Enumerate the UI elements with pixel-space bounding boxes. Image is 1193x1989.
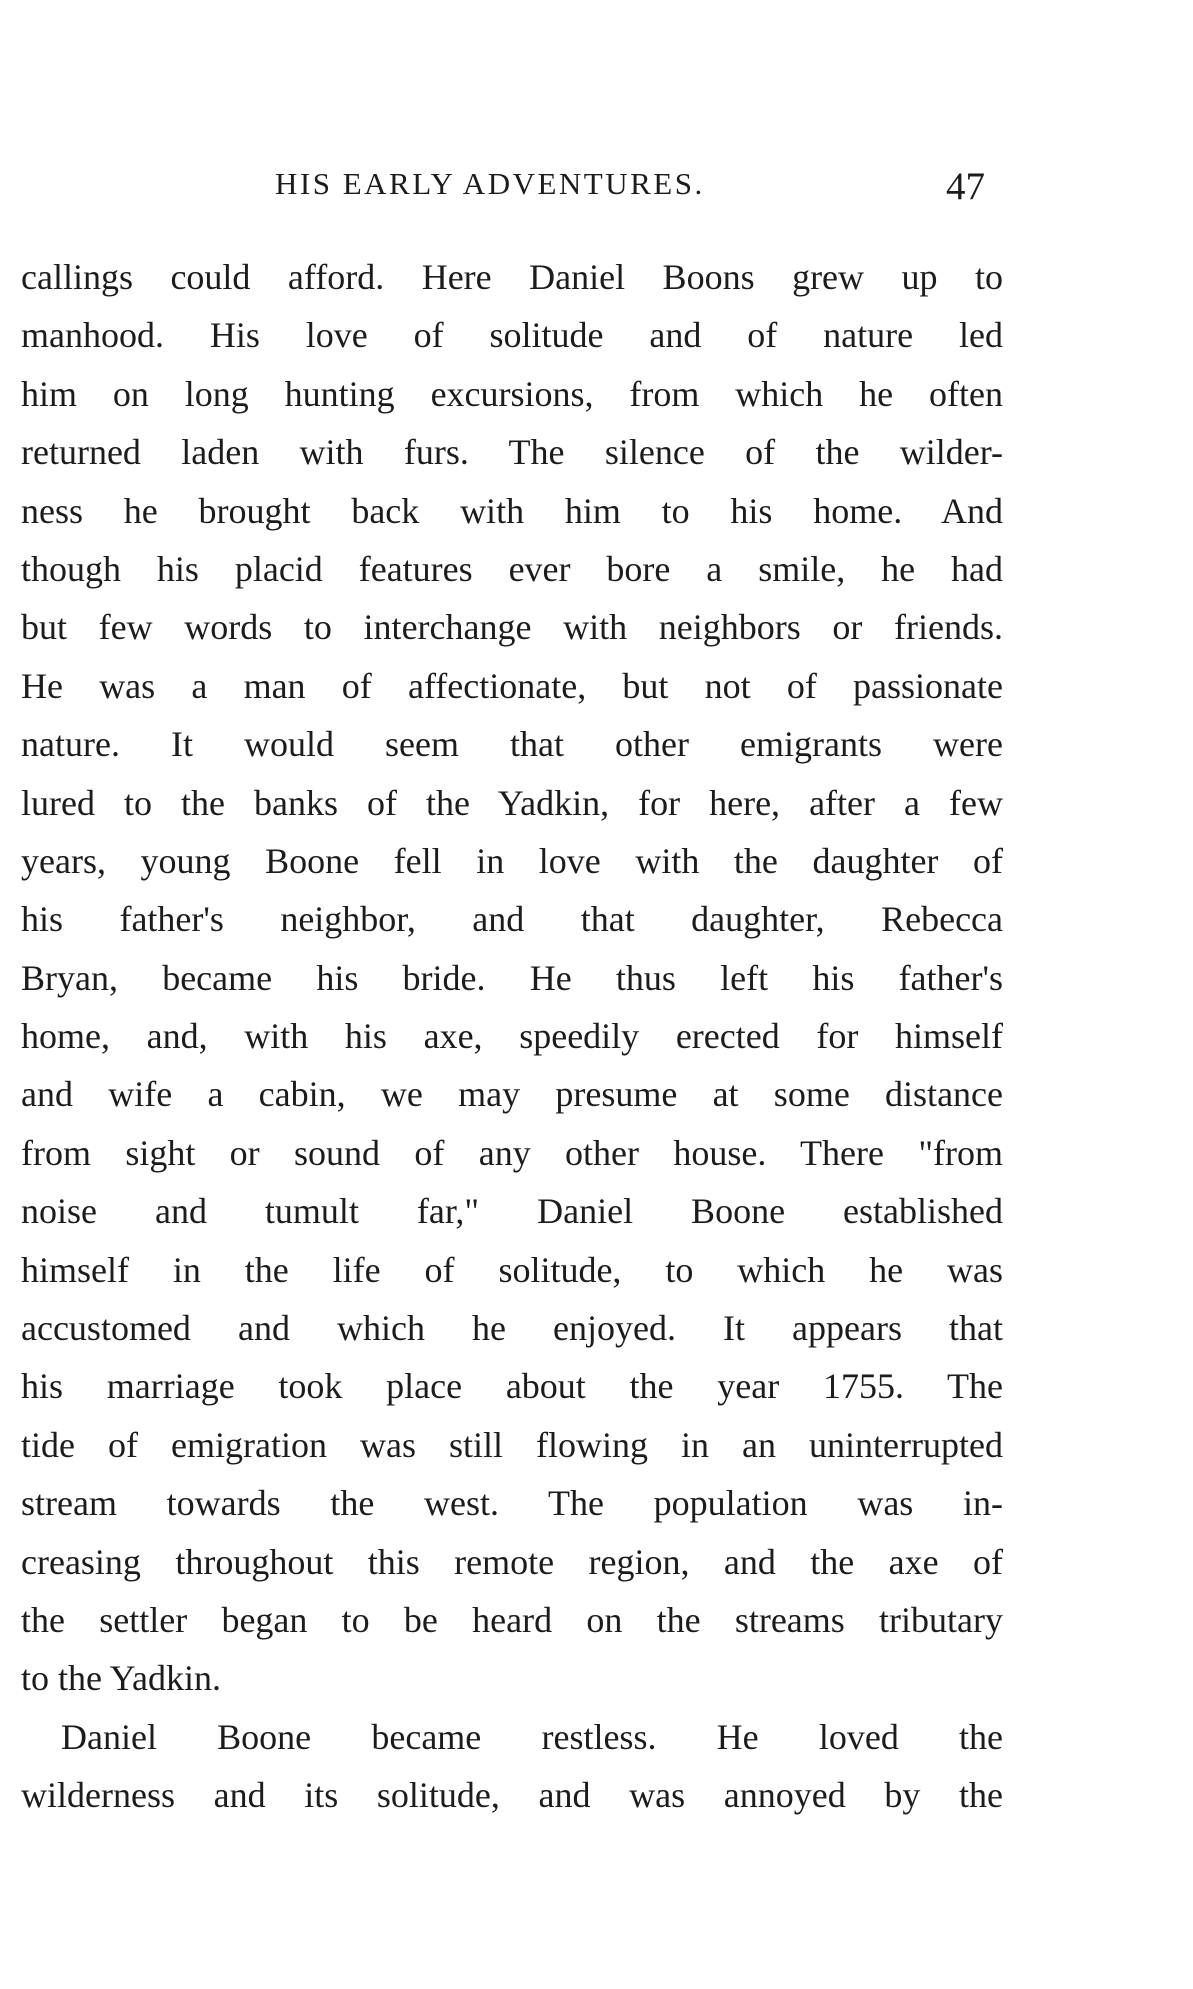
text-line: from sight or sound of any other house. There "from: [21, 1132, 1003, 1173]
text-line: his father's neighbor, and that daughter, Rebecca: [21, 899, 1003, 940]
text-line: to the Yadkin.: [21, 1658, 222, 1699]
paragraph-2: [21, 1708, 1003, 1825]
text-line: noise and tumult far," Daniel Boone established: [21, 1191, 1003, 1232]
paragraph-1: [21, 248, 1003, 1708]
running-title: HIS EARLY ADVENTURES.: [275, 166, 705, 201]
text-line: home, and, with his axe, speedily erected for himself: [21, 1016, 1003, 1057]
text-line: callings could afford. Here Daniel Boons grew up to: [21, 257, 1003, 297]
text-line: tide of emigration was still flowing in an uninterrupted: [21, 1424, 1003, 1465]
text-line: creasing throughout this remote region, and the axe of: [21, 1541, 1003, 1582]
text-line: but few words to interchange with neighbors or friends.: [21, 607, 1003, 648]
text-line: manhood. His love of solitude and of nature led: [21, 315, 1003, 356]
text-line: himself in the life of solitude, to which he was: [21, 1249, 1003, 1290]
text-line: his marriage took place about the year 1755. The: [21, 1366, 1003, 1407]
text-line: nature. It would seem that other emigrants were: [21, 724, 1003, 765]
text-line: him on long hunting excursions, from which he often: [21, 373, 1003, 414]
text-line: the settler began to be heard on the streams tributary: [21, 1599, 1003, 1640]
text-line: stream towards the west. The population was in-: [21, 1483, 1003, 1524]
text-line: Daniel Boone became restless. He loved the: [61, 1716, 1003, 1757]
text-line: He was a man of affectionate, but not of passionate: [21, 665, 1003, 706]
page-number: 47: [946, 165, 985, 208]
text-line: lured to the banks of the Yadkin, for here, after a few: [21, 782, 1003, 823]
text-line: and wife a cabin, we may presume at some distance: [21, 1074, 1003, 1115]
text-line: years, young Boone fell in love with the daughter of: [21, 840, 1003, 881]
text-line: ness he brought back with him to his home. And: [21, 490, 1003, 531]
text-line: wilderness and its solitude, and was annoyed by the: [21, 1775, 1003, 1816]
text-line: Bryan, became his bride. He thus left his father's: [21, 957, 1003, 998]
text-line: though his placid features ever bore a smile, he had: [21, 548, 1003, 589]
body-text: [21, 248, 1003, 1825]
text-line: returned laden with furs. The silence of the wilder-: [21, 432, 1003, 473]
text-line: accustomed and which he enjoyed. It appears that: [21, 1308, 1003, 1349]
